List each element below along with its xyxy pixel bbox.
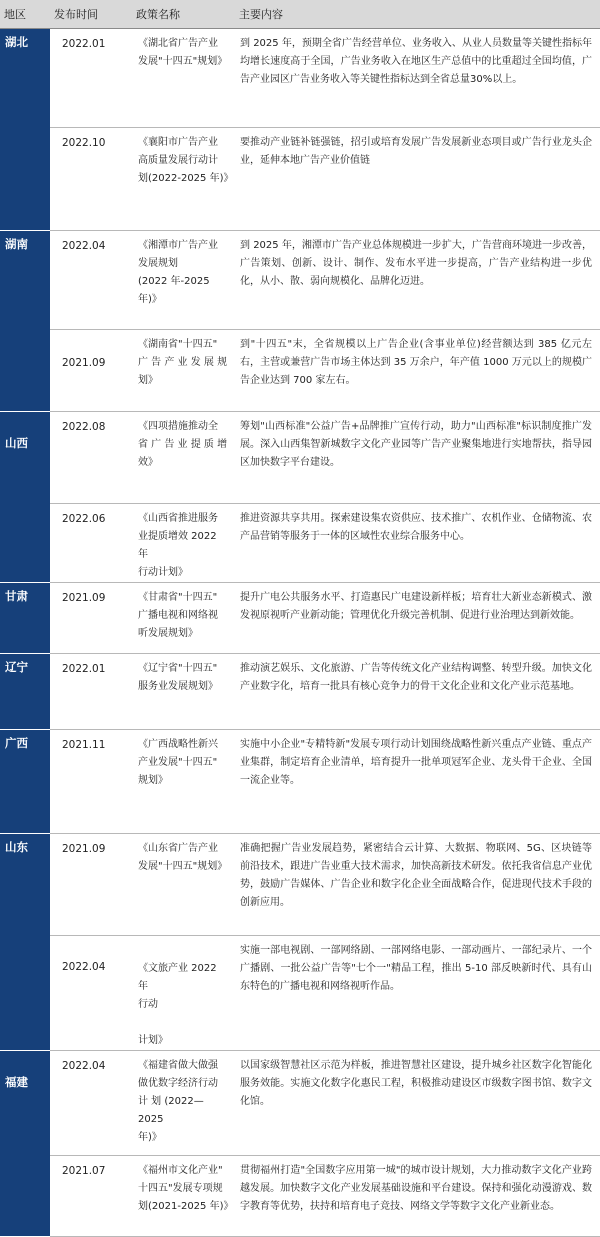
date-cell: 2021.09 <box>50 833 132 935</box>
table-row <box>0 729 600 833</box>
content-cell: 贯彻福州打造"全国数字应用第一城"的城市设计规划，大力推动数字文化产业跨越发展。加快数字文化产业发展基础设施和平台建设。保持和强化动漫游戏、数字教育等优势，扶持和培育电子竞技、网络文学等数字文化产业新业态。 <box>235 1155 600 1236</box>
region-cell: 广西 <box>0 729 50 833</box>
date-cell: 2021.11 <box>50 729 132 833</box>
date-cell: 2021.09 <box>50 582 132 653</box>
region-cell: 湖北 <box>0 28 50 230</box>
date-cell: 2022.04 <box>50 935 132 1050</box>
content-cell: 推进资源共享共用。探索建设集农资供应、技术推广、农机作业、仓储物流、农产品营销等服务于一体的区域性农业综合服务中心。 <box>235 503 600 582</box>
header-content: 主要内容 <box>235 0 600 28</box>
table-row <box>0 1050 600 1155</box>
date-cell: 2022.10 <box>50 127 132 230</box>
content-cell: 推动演艺娱乐、文化旅游、广告等传统文化产业结构调整、转型升级。加快文化产业数字化，培育一批具有核心竞争力的骨干文化企业和文化产业示范基地。 <box>235 653 600 729</box>
content-cell: 准确把握广告业发展趋势，紧密结合云计算、大数据、物联网、5G、区块链等前沿技术，跟进广告业重大技术需求，加快高新技术研发。依托我省信息产业优势，鼓励广告媒体、广告企业和数字化企业全面战略合作，促进现代技术手段的创新应用。 <box>235 833 600 935</box>
content-cell: 实施一部电视剧、一部网络剧、一部网络电影、一部动画片、一部纪录片、一个广播剧、一批公益广告等"七个一"精品工程，推出 5-10 部反映新时代、具有山东特色的广播电视和网络视听作品。 <box>235 935 600 1050</box>
content-cell: 筹划"山西标准"公益广告+品牌推广宣传行动，助力"山西标准"标识制度推广发展。深入山西集智新城数字文化产业园等广告产业聚集地进行实地帮扶，指导园区加快数字平台建设。 <box>235 411 600 503</box>
content-cell: 到 2025 年，湘潭市广告产业总体规模进一步扩大，广告营商环境进一步改善，广告策划、创新、设计、制作、发布水平进一步提高，广告产业结构进一步优化，从小、散、弱向规模化、品牌化迈进。 <box>235 230 600 329</box>
region-cell: 福建 <box>0 1050 50 1236</box>
content-cell: 到"十四五"末，全省规模以上广告企业(含事业单位)经营额达到 385 亿元左右，主营或兼营广告市场主体达到 35 万余户，年产值 1000 万元以上的规模广告企业达到 700 家左右。 <box>235 329 600 411</box>
header-policy: 政策名称 <box>132 0 235 28</box>
date-cell: 2022.04 <box>50 1050 132 1155</box>
date-cell: 2022.08 <box>50 411 132 503</box>
table-row <box>0 329 600 411</box>
date-cell: 2022.01 <box>50 28 132 127</box>
table-row <box>0 127 600 230</box>
region-cell: 辽宁 <box>0 653 50 729</box>
policy-cell: 《福州市文化产业" 十四五"发展专项规 划(2021-2025 年)》 <box>132 1155 235 1236</box>
policy-cell: 《辽宁省"十四五" 服务业发展规划》 <box>132 653 235 729</box>
table-row <box>0 230 600 329</box>
content-cell: 要推动产业链补链强链，招引或培育发展广告发展新业态项目或广告行业龙头企业，延伸本地广告产业价值链 <box>235 127 600 230</box>
policy-cell: 《福建省做大做强 做优数字经济行动 计 划 (2022—2025 年)》 <box>132 1050 235 1155</box>
header-date: 发布时间 <box>50 0 132 28</box>
date-cell: 2022.06 <box>50 503 132 582</box>
date-cell: 2021.07 <box>50 1155 132 1236</box>
content-cell: 实施中小企业"专精特新"发展专项行动计划围绕战略性新兴重点产业链、重点产业集群，制定培育企业清单，培育提升一批单项冠军企业、龙头骨干企业、全国一流企业等。 <box>235 729 600 833</box>
policy-cell: 《山东省广告产业 发展"十四五"规划》 <box>132 833 235 935</box>
table-row <box>0 833 600 935</box>
policy-cell: 《襄阳市广告产业 高质量发展行动计 划(2022-2025 年)》 <box>132 127 235 230</box>
policy-cell: 《四项措施推动全 省 广 告 业 提 质 增 效》 <box>132 411 235 503</box>
table-header-row <box>0 0 600 28</box>
policy-cell: 《甘肃省"十四五" 广播电视和网络视 听发展规划》 <box>132 582 235 653</box>
region-cell: 湖南 <box>0 230 50 411</box>
table-row <box>0 582 600 653</box>
table-row <box>0 411 600 503</box>
policy-cell: 《湖北省广告产业 发展"十四五"规划》 <box>132 28 235 127</box>
table-row <box>0 503 600 582</box>
region-cell: 甘肃 <box>0 582 50 653</box>
header-region: 地区 <box>0 0 50 28</box>
policy-cell: 《文旅产业 2022 年 行动 计划》 <box>132 935 235 1050</box>
date-cell: 2021.09 <box>50 329 132 411</box>
table-row <box>0 935 600 1050</box>
date-cell: 2022.04 <box>50 230 132 329</box>
date-cell: 2022.01 <box>50 653 132 729</box>
content-cell: 提升广电公共服务水平、打造惠民广电建设新样板；培育壮大新业态新模式、激发视原视听产业新动能；管理优化升级完善机制、促进行业治理达到新效能。 <box>235 582 600 653</box>
region-cell: 山东 <box>0 833 50 1050</box>
policy-cell: 《湖南省"十四五" 广 告 产 业 发 展 规 划》 <box>132 329 235 411</box>
region-cell: 山西 <box>0 411 50 582</box>
policy-cell: 《山西省推进服务 业提质增效 2022 年 行动计划》 <box>132 503 235 582</box>
policy-cell: 《湘潭市广告产业 发展规划 (2022 年-2025 年)》 <box>132 230 235 329</box>
content-cell: 以国家级智慧社区示范为样板，推进智慧社区建设，提升城乡社区数字化智能化服务效能。实施文化数字化惠民工程，积极推动建设区市级数字图书馆、数字文化馆。 <box>235 1050 600 1155</box>
content-cell: 到 2025 年，预期全省广告经营单位、业务收入、从业人员数量等关键性指标年均增长速度高于全国，广告业务收入在地区生产总值中的比重超过全国均值，广告产业园区广告业务收入等关键性指标达到全省总量30%以上。 <box>235 28 600 127</box>
table-row <box>0 653 600 729</box>
policy-cell: 《广西战略性新兴 产业发展"十四五" 规划》 <box>132 729 235 833</box>
table-row <box>0 28 600 127</box>
